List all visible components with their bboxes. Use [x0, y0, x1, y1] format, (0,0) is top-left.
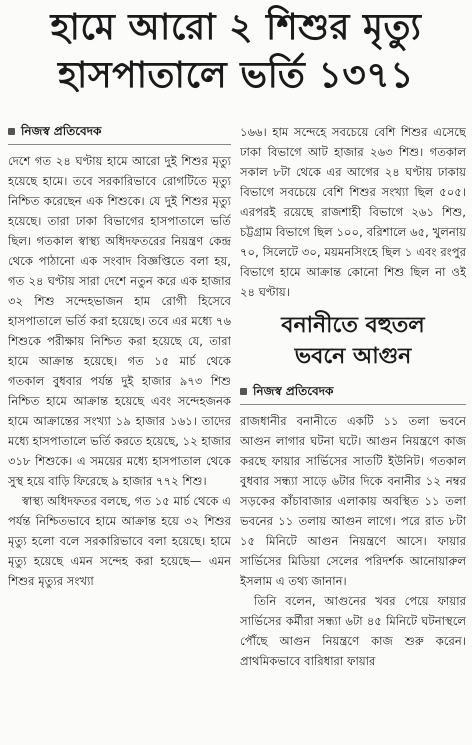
- story2-paragraph-2: তিনি বলেন, আগুনের খবর পেয়ে ফায়ার সার্ভিসের কর্মীরা সন্ধ্যা ৬টা ৪৫ মিনিটে ঘটনাস্থলে পৌঁছে আগুন নিয়ন্ত্রণে কাজ শুরু করেন। প্রাথমিকভাবে বারিধারা ফায়ার: [240, 594, 466, 668]
- bullet-icon: [8, 128, 15, 135]
- story1-paragraph-3: ১৬৬। হাম সন্দেহে সবচেয়ে বেশি শিশুর এসেছে ঢাকা বিভাগে আট হাজার ২৬৩ শিশু। গতকাল সকাল ৮টা থেকে এর আগের ২৪ ঘণ্টায় ঢাকায় বিভাগে সবচেয়ে বেশি শিশুর সংখ্যা ছিল ৫০৫। এরপরই রয়েছে রাজশাহী বিভাগে ২৬১ শিশু, চট্টগ্রাম বিভাগে ছিল ১০০, বরিশালে ৬৫, খুলনায় ৭০, সিলেটে ৩০, ময়মনসিংহে ছিল ১ এবং রংপুর বিভাগে হামে আক্রান্ত কোনো শিশু ছিল না ওই ২৪ ঘণ্টায়।: [240, 125, 466, 299]
- headline-line-1: হামে আরো ২ শিশুর মৃত্যু: [50, 7, 422, 48]
- headline-line-2: হাসপাতালে ভর্তি ১৩৭১: [58, 55, 414, 96]
- bullet-icon: [240, 388, 247, 395]
- left-column: [8, 122, 231, 745]
- story1-paragraph-2: স্বাস্থ্য অধিদফতর বলছে, গত ১৫ মার্চ থেকে এ পর্যন্ত নিশ্চিতভাবে হামে আক্রান্ত হয়ে ৩২ শিশুর মৃত্যু হলো বলে সরকারিভাবে বলা হয়েছে। হামে মৃত্যু হয়েছে এমন সন্দেহ করা হয়েছে— এমন শিশুর মৃত্যুর সংখ্যা: [8, 494, 231, 588]
- story2-headline: [240, 310, 466, 372]
- main-headline: [0, 4, 472, 100]
- story1-paragraph-1: দেশে গত ২৪ ঘণ্টায় হামে আরো দুই শিশুর মৃত্যু হয়েছে হামে। তবে সরকারিভাবে রোগটিতে মৃত্যু নিশ্চিত করেছেন এক শিশুকে। যে দুই শিশুর মৃত্যু হয়েছে। তারা ঢাকা বিভাগের হাসপাতালে ভর্তি ছিল। গতকাল স্বাস্থ্য অধিদফতরের নিয়ন্ত্রণ কেন্দ্র থেকে পাঠানো এক সংবাদ বিজ্ঞপ্তিতে বলা হয়, গত ২৪ ঘণ্টায় সারা দেশে নতুন করে এক হাজার ৩২ শিশু সন্দেহভাজন হাম রোগী হিসেবে হাসপাতালে ভর্তি করা হয়েছে। তবে এর মধ্যে ৭৬ শিশুকে পরীক্ষায় নিশ্চিত করা হয়েছে যে, তারা হামে আক্রান্ত হয়েছে। গত ১৫ মার্চ থেকে গতকাল বুধবার পর্যন্ত দুই হাজার ৯৭৩ শিশু নিশ্চিত হামে আক্রান্ত হয়েছে এবং সন্দেহজনক হামে আক্রান্তের সংখ্যা ১৯ হাজার ১৬১। তাদের মধ্যে হাসপাতালে ভর্তি করতে হয়েছে, ১২ হাজার ৩১৮ শিশুকে। এ সময়ের মধ্যে হাসপাতাল থেকে সুস্থ হয়ে বাড়ি ফিরেছে ৯ হাজার ৭৭২ শিশু।: [8, 154, 231, 488]
- story2-paragraph-1: রাজধানীর বনানীতে একটি ১১ তলা ভবনে আগুন লাগার ঘটনা ঘটে। আগুন নিয়ন্ত্রণে কাজ করছে ফায়ার সার্ভিসের সাতটি ইউনিট। গতকাল বুধবার সন্ধ্যা সাড়ে ৬টার দিকে বনানীর ১২ নম্বর সড়কের কাঁচাবাজার এলাকায় অবস্থিত ১১ তলা ভবনের ১১ তলায় আগুন লাগে। পরে রাত ৮টা ১৫ মিনিটে আগুন নিয়ন্ত্রণে আসে। ফায়ার সার্ভিসের মিডিয়া সেলের পরিদর্শক আনোয়ারুল ইসলাম এ তথ্য জানান।: [240, 414, 466, 588]
- story1-byline: [8, 122, 231, 145]
- right-column: [240, 122, 466, 745]
- story1-byline-text: নিজস্ব প্রতিবেদক: [21, 124, 102, 138]
- story2-byline-text: নিজস্ব প্রতিবেদক: [253, 384, 334, 398]
- story2-byline: [240, 382, 466, 405]
- story2-headline-line-2: ভবনে আগুন: [294, 344, 412, 369]
- story2-headline-line-1: বনানীতে বহুতল: [281, 313, 425, 338]
